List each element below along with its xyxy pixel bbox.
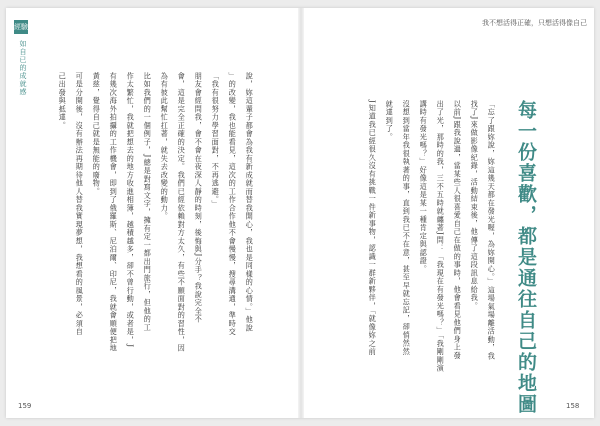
left-text-column: 「我有很努力學習面對，不再逃避。」 [211, 72, 221, 209]
right-text-column: 沒想到當年我很執著的事，直到我已不在意，甚至早就忘記，卻悄然然 [402, 100, 412, 356]
section-badge: 經驗 [14, 20, 28, 34]
right-text-column: 找了J來做影像紀錄，活動結束後，他傳了這段訊息給我。 [470, 100, 480, 311]
left-text-column: 比如我們的一個例子，J總是對寫文字，擁有定一都出門旅行，但他的工 [143, 72, 153, 332]
page-number-right: 158 [566, 402, 580, 410]
left-text-column: 說，妳這輩子都會為我有新成就而替我開心，我也是同樣的心情。」他說 [245, 72, 255, 333]
right-text-column: 就達到了。 [385, 100, 395, 142]
right-text-column: J知道我已經很久沒有挑戰一件新事物，認識一群新夥伴，「就像妳之前 [368, 100, 378, 357]
page-gutter [298, 8, 304, 418]
chapter-title: 每一份喜歡，都是通往自己的地圖 [515, 100, 537, 415]
side-label: 如自已的成就感 [19, 40, 27, 96]
left-text-column: 黃慈，覺得自己就是無能的廢物。 [92, 72, 102, 196]
right-text-column: 「忘了跟妳說，妳這幾天都在發光喔，為妳開心。」這場氣場離活動，我 [487, 100, 497, 361]
left-text-column: 有幾次海外拍攝的工作機會，即到了俄羅斯、尼泊爾、印尼，我就會順便把地 [109, 72, 119, 353]
right-text-column: 講時有發光嗎？」好像這是某一種肯定與認證。 [419, 100, 429, 274]
page-number-left: 159 [18, 402, 32, 410]
book-spread [6, 8, 594, 418]
left-text-column: 己出發與抵達。 [58, 72, 68, 130]
left-text-column: 作太繁忙，我就把想去的地方收進相簿，越積越多，卻不曾行動，或者是，J [126, 72, 136, 349]
left-text-column: 」的改變，我也能看見，這次的工作合作他不會慢慢，搜尋溝通，準時交 [228, 72, 238, 336]
left-text-column: 可是分開後，沒有辦法再期待他人替我實現夢想，我想看的風景，必須自 [75, 72, 85, 336]
left-text-column: 會，這是完全正確的決定。我們已經依賴對方太久，有些不願面對的習性，因 [177, 72, 187, 353]
left-text-column: 為有彼此幫忙扛著，就失去改變的動力。 [160, 72, 170, 221]
right-text-column: 出了光，那時的我，三不五時就纏著J問：「我現在有發光嗎？」「我剛剛演 [436, 100, 446, 373]
running-head: 我不想活得正確，只想活得像自己 [482, 19, 587, 27]
right-text-column: 以前J跟我說過，當某些人很喜愛自己在做的事時，他會看見他們身上發 [453, 100, 463, 360]
left-text-column: 朋友會經問我，會不會在夜深人靜的時刻，後悔與J分手？我說完全不 [194, 72, 204, 324]
